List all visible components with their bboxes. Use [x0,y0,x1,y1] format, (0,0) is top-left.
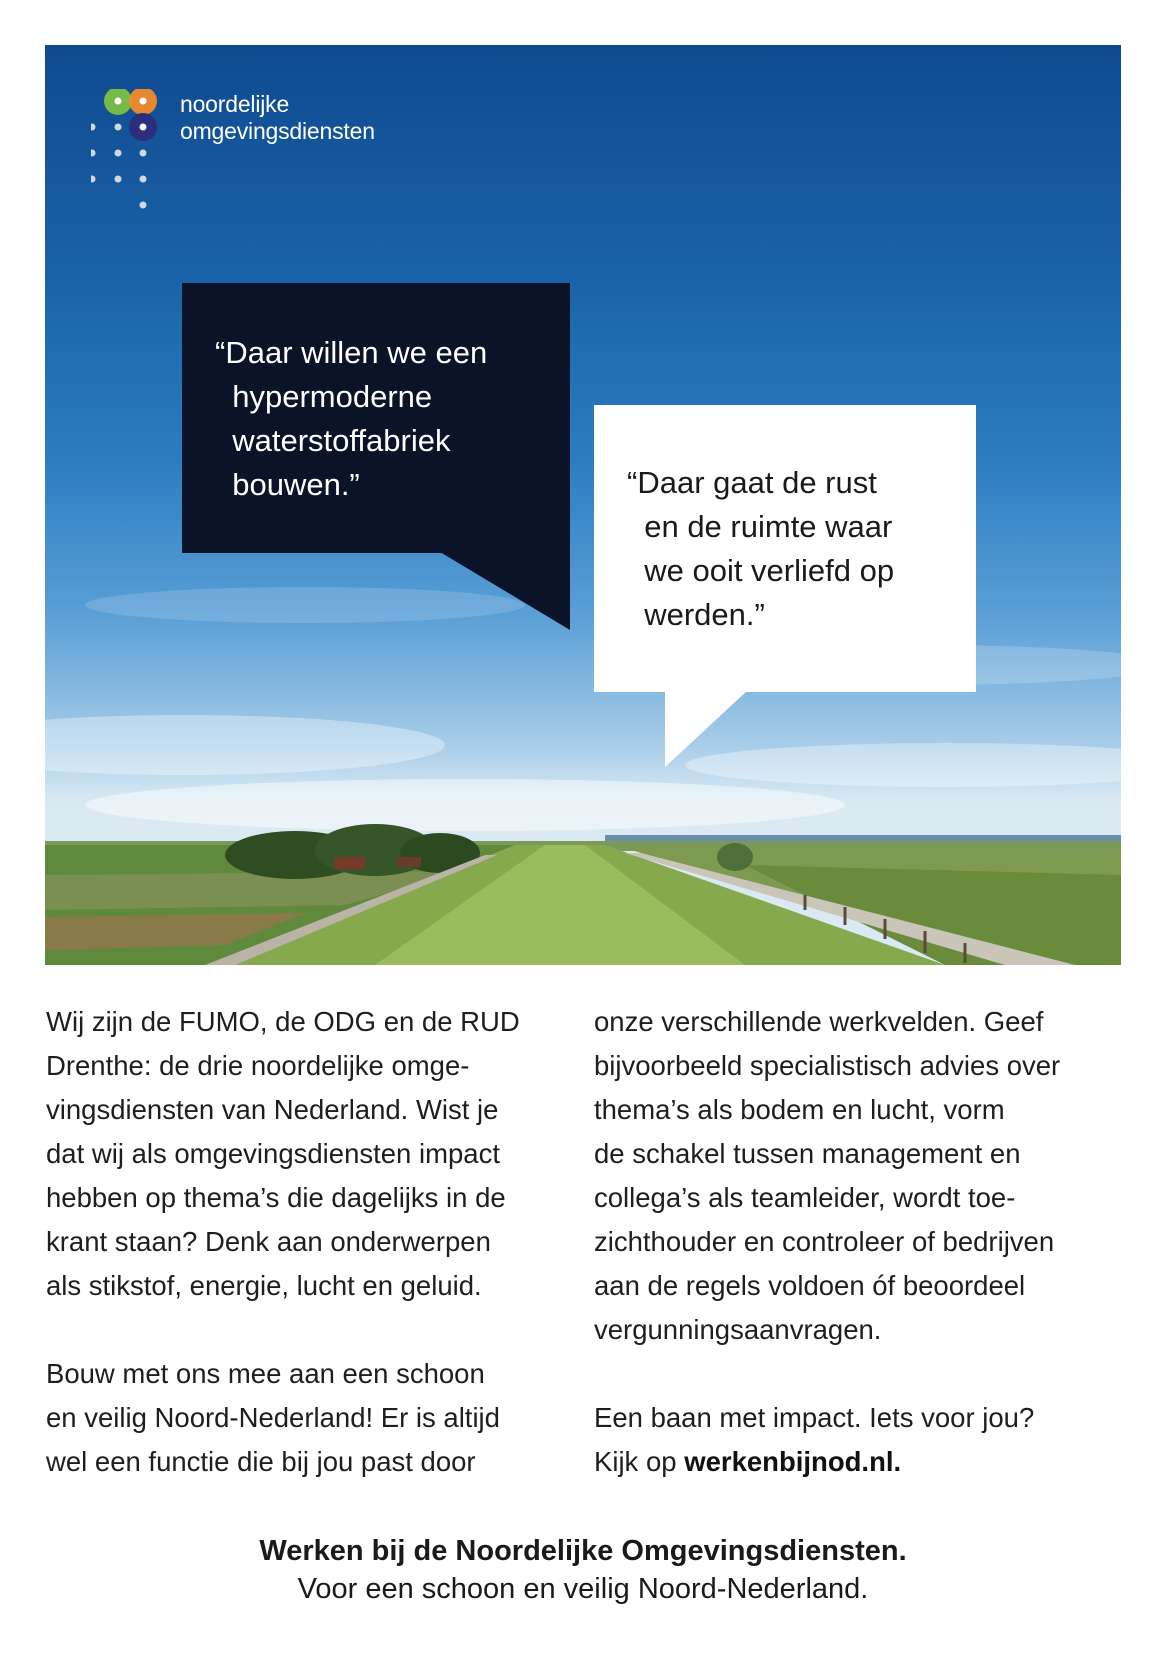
logo-line2: omgevingsdiensten [180,118,375,144]
noordelijke-omgevingsdiensten-logo [91,89,181,219]
footer-tagline: Voor een schoon en veilig Noord-Nederland. [297,1573,869,1605]
quote-dark: “Daar willen we een hypermoderne waterstoffabriek bouwen.” [215,335,488,502]
article-right-column [594,1000,1060,1484]
hero-image [45,45,1121,965]
speech-tail-dark-icon [440,552,575,632]
website-link[interactable]: werkenbijnod.nl. [684,1446,902,1477]
speech-bubble-light [594,405,976,692]
article-left-column: Wij zijn de FUMO, de ODG en de RUD Drenthe: de drie noordelijke omge- vingsdiensten van Nederland. Wist je dat wij als omgevingsdiensten impact hebben op thema’s die dagelijks in de krant staan? Denk aan onderwerpen als stikstof, energie, lucht en geluid. Bouw met ons mee aan een schoon en veilig Noord-Nederland! Er is altijd wel een functie die bij jou past door [46,1006,520,1477]
article-right-text: onze verschillende werkvelden. Geef bijvoorbeeld specialistisch advies over thema’s als bodem en lucht, vorm de schakel tussen management en collega’s als teamleider, wordt toe- zichthouder en controleer of bedrijven aan de regels voldoen óf beoordeel vergunningsaanvragen. Een baan met impact. Iets voor jou? Kijk op [594,1006,1061,1477]
speech-tail-light-icon [665,691,755,771]
quote-light: “Daar gaat de rust en de ruimte waar we ooit verliefd op werden.” [627,465,895,632]
logo-line1: noordelijke [180,91,290,117]
footer-headline: Werken bij de Noordelijke Omgevingsdiensten. [259,1535,907,1567]
speech-bubble-dark [182,283,570,553]
logo-wordmark [180,91,375,145]
